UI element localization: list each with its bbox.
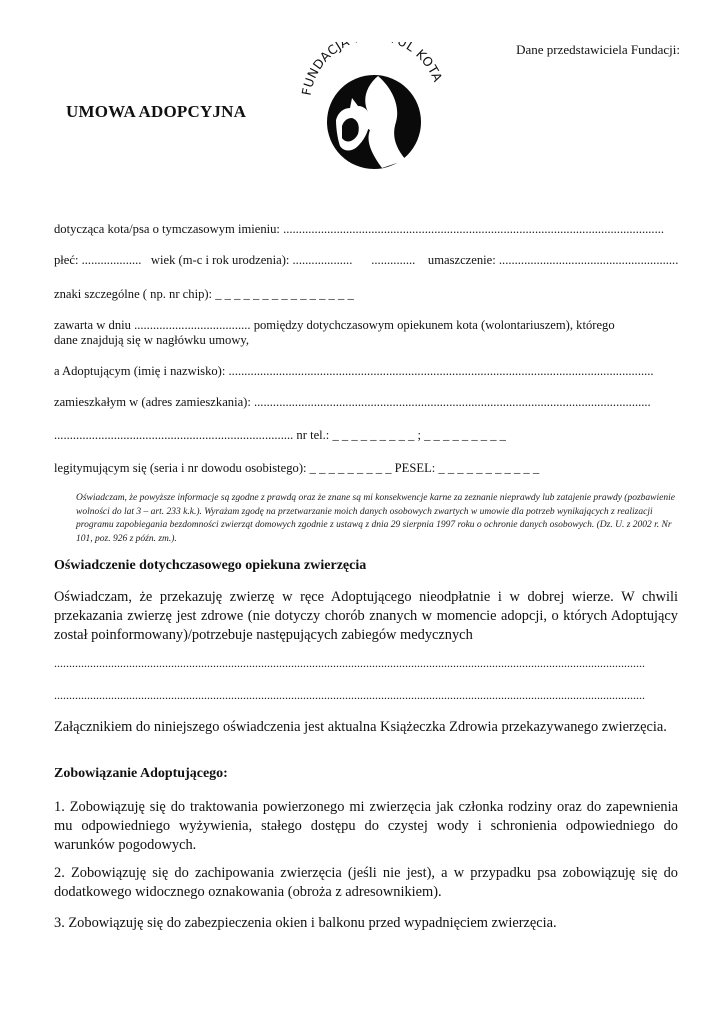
phone-field[interactable]: ............................................................................ nr tel.: _ _ _ _ _ _ _ _ _ ; _ _ _ _ _ _ _ _ _ [54, 428, 506, 442]
medical-notes-line-2[interactable]: ..................................................................................................................................................................................................... [54, 688, 645, 702]
sex-age-color-row [54, 253, 678, 268]
obligation-item-2: 2. Zobowiązuję się do zachipowania zwierzęcia (jeśli nie jest), a w przypadku psa zobowiązuję się do dodatkowego widocznego oznakowania (obroża z adresownikiem). [54, 865, 678, 900]
medical-notes-line-1[interactable]: ..................................................................................................................................................................................................... [54, 656, 645, 670]
logo-text: FUNDACJA L KOTA [298, 42, 446, 97]
contract-date-continuation: dane znajdują się w nagłówku umowy, [54, 333, 250, 347]
adopter-name-field[interactable]: a Adoptującym (imię i nazwisko): ....................................................................................................................................... [54, 364, 654, 378]
representative-label: Dane przedstawiciela Fundacji: [516, 42, 680, 57]
sex-field[interactable]: płeć: ................... [54, 253, 142, 267]
document-title: UMOWA ADOPCYJNA [66, 102, 247, 121]
caretaker-statement: Oświadczam, że przekazuję zwierzę w ręce Adoptującego nieodpłatnie i w dobrej wierze. W chwili przekazania zwierzę jest zdrowe (nie dotyczy chorób znanych w momencie adopcji, o których Adoptujący został poinformowany)/potrzebuje następujących zabiegów medycznych [54, 589, 678, 643]
age-extra-field[interactable]: .............. [371, 253, 416, 267]
color-field[interactable]: umaszczenie: ......................................................... [427, 253, 679, 267]
section-heading-adopter: Zobowiązanie Adoptującego: [54, 766, 228, 781]
obligation-item-3: 3. Zobowiązuję się do zabezpieczenia okien i balkonu przed wypadnięciem zwierzęcia. [54, 915, 557, 931]
pet-name-field[interactable]: dotycząca kota/psa o tymczasowym imieniu: ......................................................................................................................... [54, 222, 665, 236]
chip-field[interactable]: znaki szczególne ( np. nr chip): _ _ _ _ _ _ _ _ _ _ _ _ _ _ _ [54, 287, 354, 301]
section-heading-caretaker: Oświadczenie dotychczasowego opiekuna zwierzęcia [54, 558, 367, 573]
id-pesel-field[interactable]: legitymującym się (seria i nr dowodu osobistego): _ _ _ _ _ _ _ _ _ PESEL: _ _ _ _ _ _ _ _ _ _ _ [54, 461, 540, 475]
attachment-statement: Załącznikiem do niniejszego oświadczenia jest aktualna Książeczka Zdrowia przekazywanego zwierzęcia. [54, 719, 667, 735]
contract-date-field[interactable]: zawarta w dniu ..................................... pomiędzy dotychczasowym opiekunem kota (wolontariuszem), którego [54, 318, 615, 332]
obligation-item-1: 1. Zobowiązuję się do traktowania powierzonego mi zwierzęcia jak członka rodziny oraz do zapewnienia mu odpowiedniego wyżywienia, stałego dostępu do czystej wody i schronienia odpowiedniego do warunków pogodowych. [54, 799, 678, 853]
consent-note: Oświadczam, że powyższe informacje są zgodne z prawdą oraz że znane są mi konsekwencje karne za zeznanie nieprawdy lub zatajenie prawdy (pozbawienie wolności do lat 3 – art. 233 k.k.). Wyrażam zgodę na przetwarzanie moich danych osobowych zwartych w umowie dla potrzeb wynikających z realizacji programu zapobiegania bezdomności zwierząt domowych zgodnie z ustawą z dnia 29 sierpnia 1997 roku o ochronie danych osobowych. (Dz. U. z 2002 r. Nr 101, poz. 926 z późn. zm.). [76, 493, 675, 544]
adopter-address-field[interactable]: zamieszkałym w (adres zamieszkania): .............................................................................................................................. [54, 395, 651, 409]
age-field[interactable]: wiek (m-c i rok urodzenia): ................... [150, 253, 353, 267]
foundation-logo [296, 42, 446, 172]
